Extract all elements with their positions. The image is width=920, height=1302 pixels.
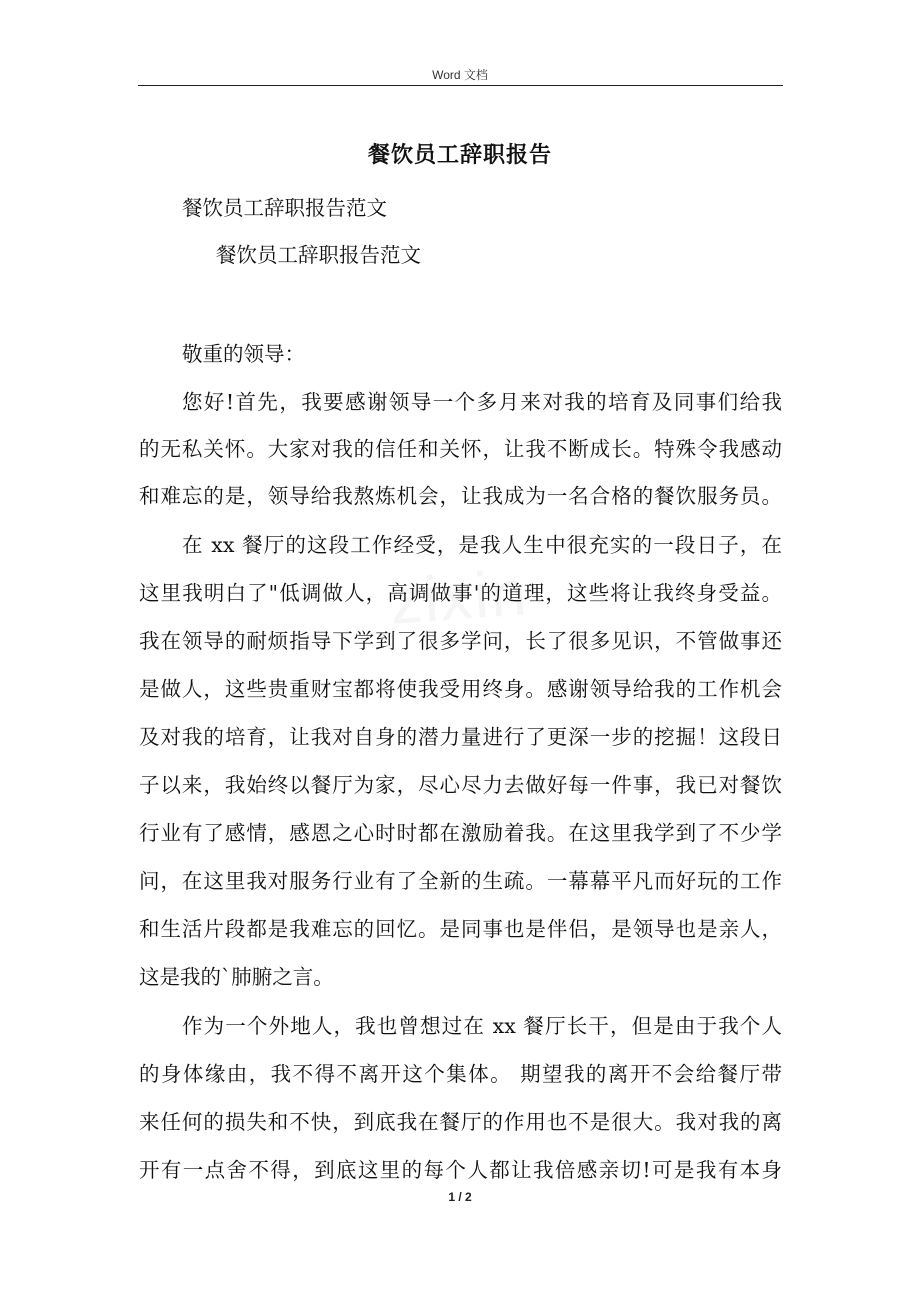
body-line: 和难忘的是，领导给我熬炼机会，让我成为一名合格的餐饮服务员。 xyxy=(139,484,782,508)
watermark: zixin xyxy=(387,556,531,638)
body-line: 开有一点舍不得，到底这里的每个人都让我倍感亲切!可是我有本身 xyxy=(139,1158,782,1182)
body-line: 子以来，我始终以餐厅为家，尽心尽力去做好每一件事，我已对餐饮 xyxy=(139,773,782,797)
salutation: 敬重的领导： xyxy=(182,342,305,366)
body-line: 您好!首先，我要感谢领导一个多月来对我的培育及同事们给我 xyxy=(182,390,782,414)
body-line: 及对我的培育，让我对自身的潜力量进行了更深一步的挖掘！这段日 xyxy=(139,725,782,749)
body-line: 作为一个外地人，我也曾想过在 xx 餐厅长干，但是由于我个人 xyxy=(182,1014,782,1038)
header-divider xyxy=(138,85,783,86)
document-subtitle-repeat: 餐饮员工辞职报告范文 xyxy=(216,243,421,267)
body-line: 我在领导的耐烦指导下学到了很多学问，长了很多见识，不管做事还 xyxy=(139,629,782,653)
body-line: 行业有了感情，感恩之心时时都在激励着我。在这里我学到了不少学 xyxy=(139,821,782,845)
body-line: 和生活片段都是我难忘的回忆。是同事也是伴侣，是领导也是亲人， xyxy=(139,917,782,941)
body-line: 问，在这里我对服务行业有了全新的生疏。一幕幕平凡而好玩的工作 xyxy=(139,869,782,893)
body-line: 的身体缘由，我不得不离开这个集体。 期望我的离开不会给餐厅带 xyxy=(139,1062,782,1086)
document-subtitle: 餐饮员工辞职报告范文 xyxy=(182,196,387,220)
body-line: 这里我明白了"低调做人，高调做事'的道理，这些将让我终身受益。 xyxy=(139,581,782,605)
body-line: 在 xx 餐厅的这段工作经受，是我人生中很充实的一段日子，在 xyxy=(182,533,782,557)
body-line: 是做人，这些贵重财宝都将使我受用终身。感谢领导给我的工作机会 xyxy=(139,677,782,701)
document-title: 餐饮员工辞职报告 xyxy=(367,142,552,168)
header-label: Word 文档 xyxy=(432,68,488,82)
body-line: 来任何的损失和不快，到底我在餐厅的作用也不是很大。我对我的离 xyxy=(139,1110,782,1134)
body-line: 的无私关怀。大家对我的信任和关怀，让我不断成长。特殊令我感动 xyxy=(139,437,782,461)
body-line: 这是我的`肺腑之言。 xyxy=(139,965,334,989)
page-number: 1 / 2 xyxy=(448,1190,472,1204)
